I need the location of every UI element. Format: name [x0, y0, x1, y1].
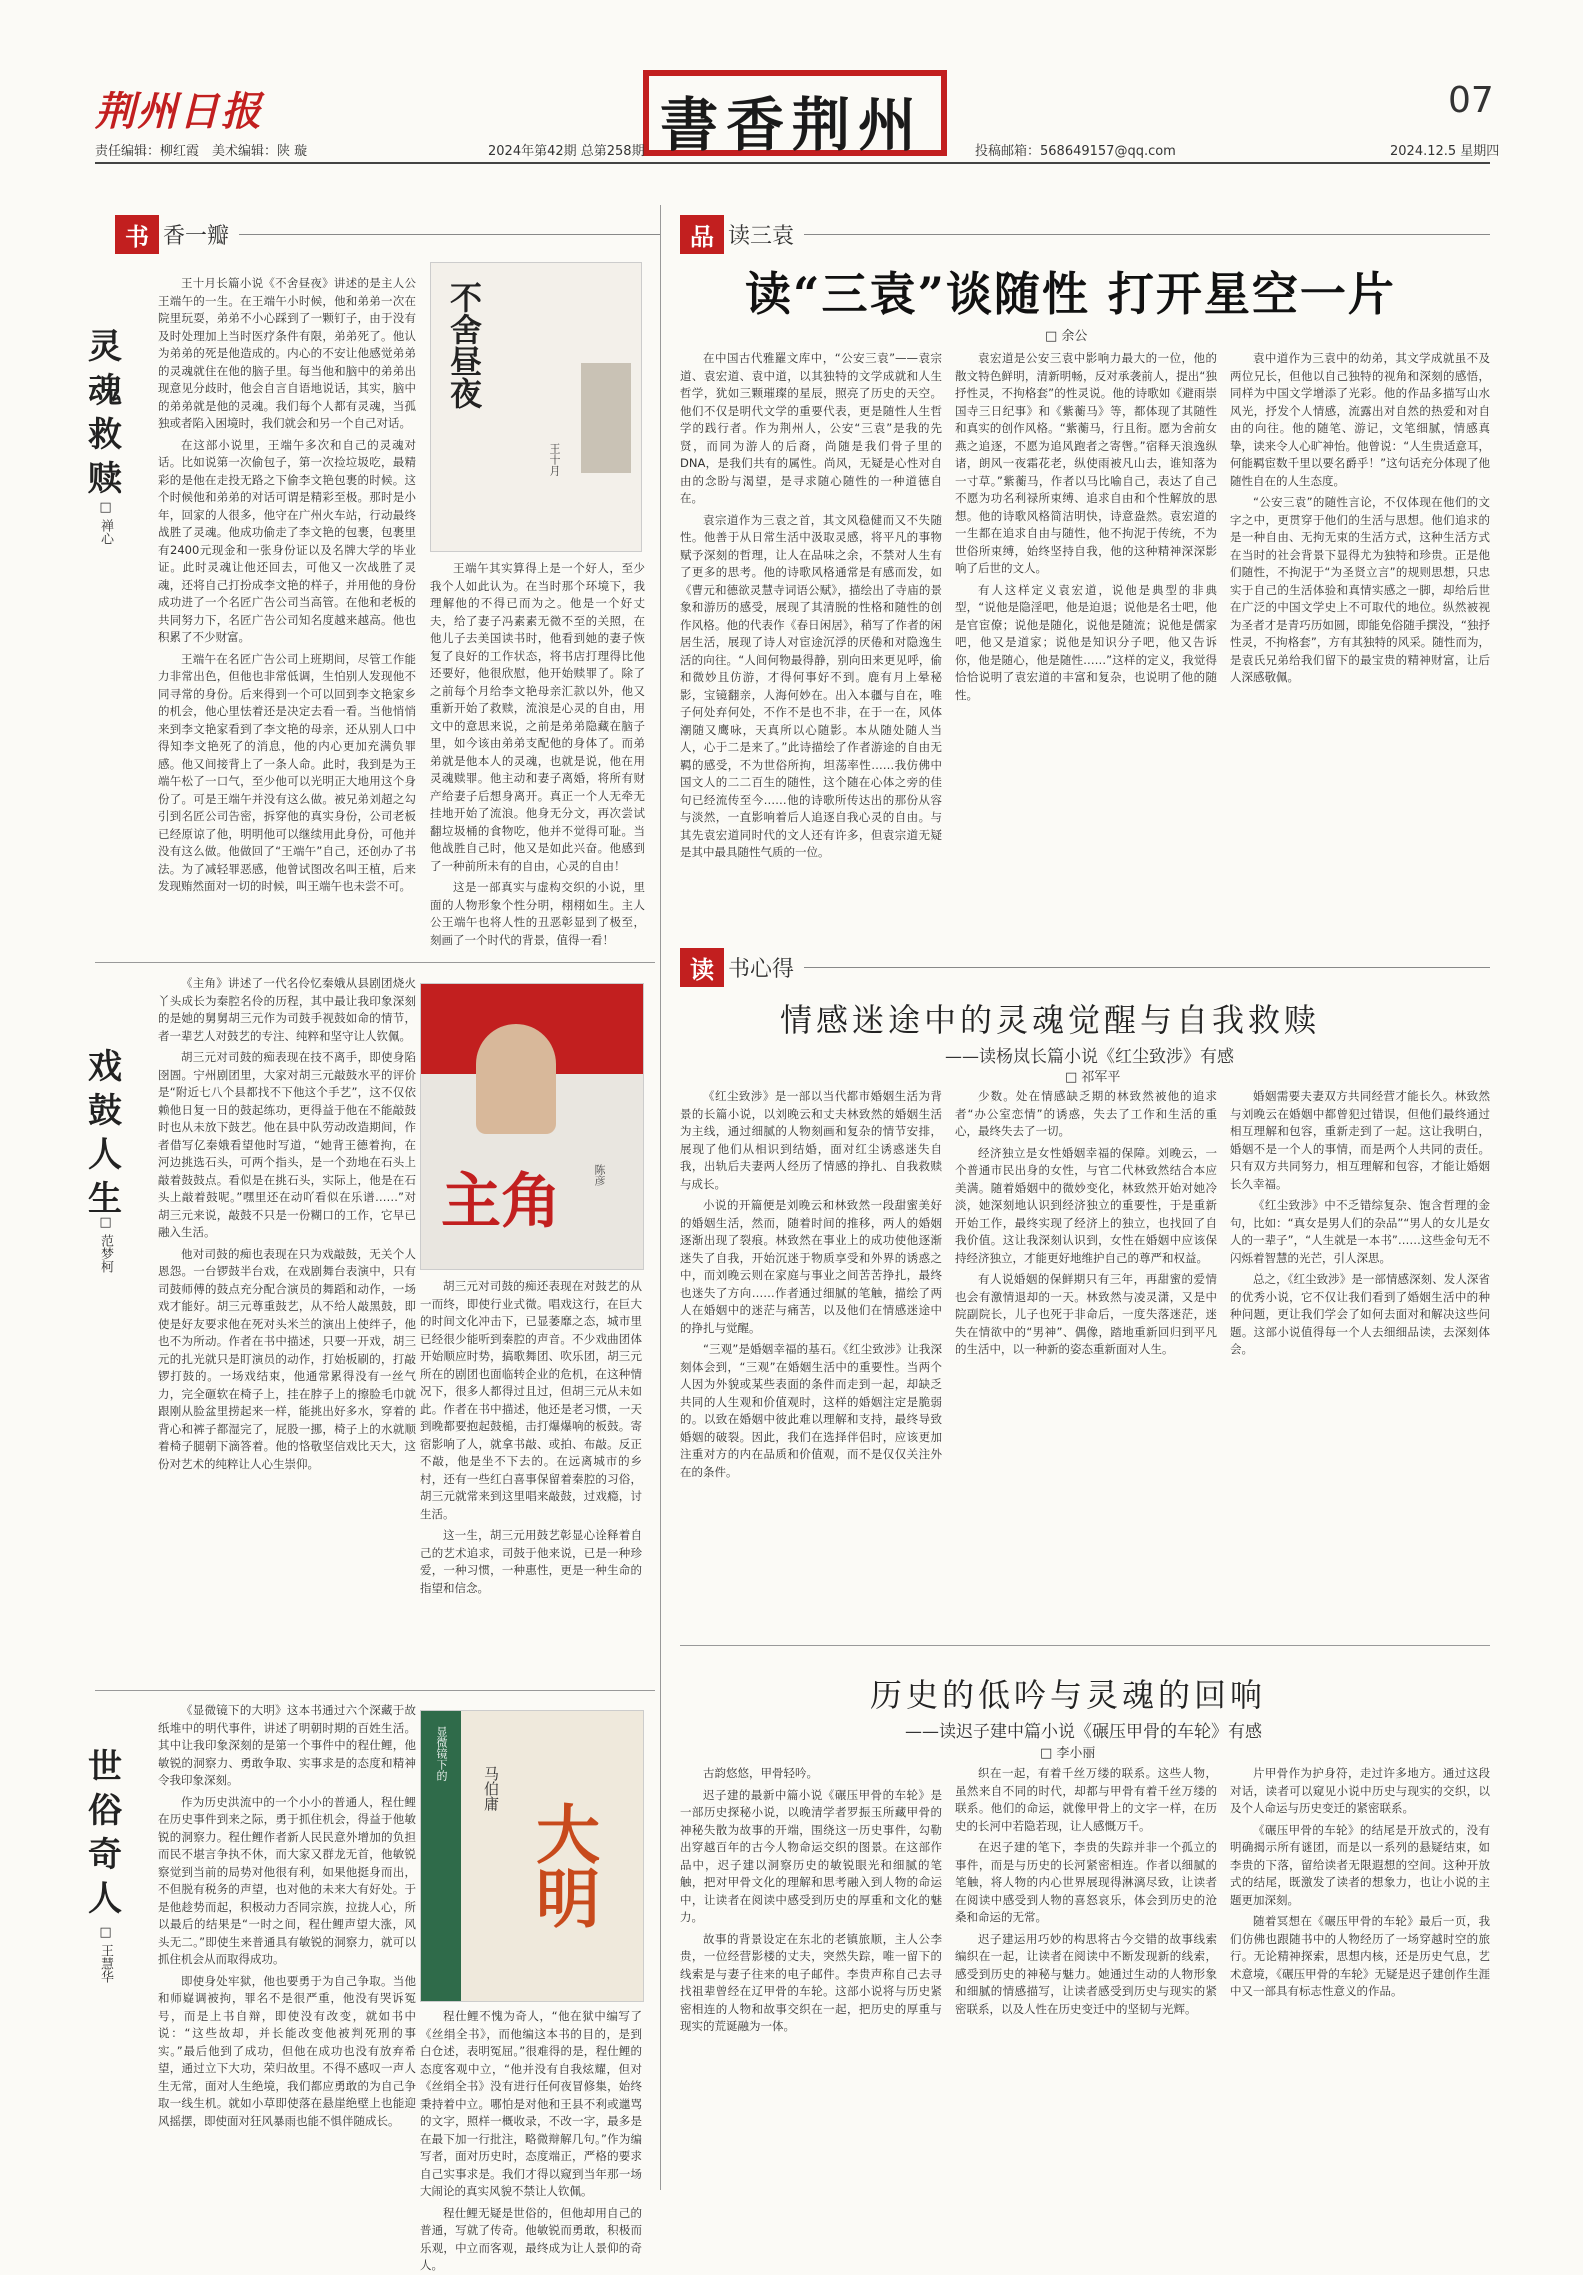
- article-body: [158, 975, 416, 1675]
- article-headline: 历史的低吟与灵魂的回响: [870, 1676, 1267, 1714]
- section-tag-line: [804, 967, 1490, 968]
- article-headline: 情感迷途中的灵魂觉醒与自我救赎: [780, 1001, 1321, 1039]
- article-byline: □ 余公: [1045, 329, 1088, 344]
- article-body: [158, 275, 416, 945]
- paragraph: 这一生，胡三元用鼓艺彰显心诠释着自己的艺术追求，司鼓于他来说，已是一种珍爱，一种习惯，一种惠性，更是一种生命的指望和信念。: [420, 1528, 642, 1595]
- paragraph: 小说的开篇便是刘晚云和林致然一段甜蜜美好的婚姻生活，然而，随着时间的推移，两人的婚姻逐渐出现了裂痕。林致然在事业上的成功使他逐渐迷失了自我，开始沉迷于物质享受和外界的诱惑之中，而刘晚云则在家庭与事业之间苦苦挣扎，最终也迷失了方向……作者通过细腻的笔触，描绘了两人在婚姻中的迷茫与痛苦，以及他们在情感迷途中的挣扎与觉醒。: [680, 1198, 942, 1335]
- editor-credits: 责任编辑：柳红霞 美术编辑：陕 璇: [95, 144, 308, 159]
- section-tag-chip: 品: [680, 215, 724, 254]
- paragraph: 程仕鲤不愧为奇人，“他在狱中编写了《丝绢全书》，而他编这本书的目的，是到白仓述，表明冤屈。”很难得的是，程仕鲤的态度客观中立，“他并没有自我炫耀，但对《丝绢全书》没有进行任何夜冒修集，始终秉持着中立。哪怕是对他和王县不利或邋骂的文字，照样一概收录，不改一字，最多是在最下加一行批注，略微辩解几句。”作为编写者，面对历史时，态度端正，严格的要求自己实事求是。我们才得以窥到当年那一场大闹论的真实风貌不禁让人钦佩。: [420, 2009, 642, 2198]
- article-author: □ 范梦柯: [98, 1215, 113, 1274]
- divider: [95, 962, 655, 963]
- article-body-col1: [680, 1088, 942, 1633]
- article-body-col2: [955, 1088, 1217, 1633]
- book-cover-author: 王十月: [548, 443, 561, 476]
- paragraph: “公安三袁”的随性言论，不仅体现在他们的文字之中，更贯穿于他们的生活与思想。他们追求的是一种自由、无拘无束的生活方式，这种生活方式在当时的社会背景下显得尤为独特和珍贵。正是他们随性，不拘泥于“为圣贤立言”的规则思想，只忠实于自己的生活体验和真情实感之一脚，却给后世在广泛的中国文学史上不可取代的地位。纵然被视为圣者才是青巧历如圆，即能免俗随手撰没，“独抒性灵，不拘格套”，方有其独特的风采。随性而为，是袁氏兄弟给我们留下的最宝贵的精神财富，让后人深感敬佩。: [1230, 495, 1490, 684]
- paragraph: 他对司鼓的痴也表现在只为戏敲鼓，无关个人恩怨。一台锣鼓半台戏，在戏剧舞台表演中，只有司鼓师傅的鼓点充分配合演员的舞蹈和动作，一场戏才能好。胡三元尊重鼓艺，从不给人敲黑鼓，即使是好友要求他在死对头米兰的演出上使绊子，他也不为所动。作者在书中描述，只要一开戏，胡三元的扎光就只是盯演员的动作，打始板刷的，打敲锣打鼓的。一场戏结束，他通常累得没有一丝气力，完全砸软在椅子上，挂在脖子上的擦脸毛巾就跟刚从脸盆里捞起来一样，能挑出好多水，穿着的背心和裤子都湿完了，屁股一挪，椅子上的水就顺着椅子腿朝下滴答着。他的恪敬坚信戏比天大，这份对艺术的纯粹让人心生崇仰。: [158, 1246, 416, 1471]
- article-author: □ 禅心: [98, 500, 113, 546]
- article-body-continued: [430, 560, 645, 945]
- left-section-tag: [115, 215, 660, 254]
- paragraph: 作为历史洪流中的一个小小的普通人，程仕鲤在历史事件到来之际，勇于抓住机会，得益于他敏锐的洞察力。程仕鲤作者新人民民意外增加的负担而民不堪言争执不休，而大家又群龙无首，他敏锐察觉到当前的局势对他很有利，如果他挺身而出，不但脱有税务的声望，也对他的未来大有好处。于是他趁势而起，积极动力否同宗族，拉拢人心，所以最后的结果是“一时之间，程仕鲤声望大涨，风头无二。”即使生来普通具有敏锐的洞察力，就可以抓住机会从而取得成功。: [158, 1794, 416, 1966]
- paragraph: 少数。处在情感缺乏期的林致然被他的追求者“办公室恋情”的诱惑，失去了工作和生活的重心，最终失去了一切。: [955, 1089, 1217, 1138]
- book-cover-title: 主角: [441, 1167, 561, 1237]
- article-body-continued: [420, 2008, 642, 2272]
- article-body-col2: [955, 350, 1217, 935]
- section-tag-label: 书心得: [728, 957, 795, 982]
- article-subtitle: ——读杨岚长篇小说《红尘致涉》有感: [945, 1047, 1234, 1067]
- paragraph: 这是一部真实与虚构交织的小说，里面的人物形象个性分明，栩栩如生。主人公王端午也将人性的丑恶彰显到了极至，刻画了一个时代的背景，值得一看！: [430, 880, 645, 947]
- newspaper-logo: 荆州日报: [95, 88, 263, 135]
- paragraph: 即使身处牢狱，他也要勇于为自己争取。当他和师嶷调被拘，罪名不是很严重，他没有哭诉冤号，而是上书自辩，即使没有改变，就如书中说：“这些故却，并长能改变他被判死刑的事实。”最后他到了成功，但他在成功也没有放弃希望，通过立下大功，荣归故里。不得不感叹一声人生无常，面对人生绝境，我们都应勇敢的为自己争取一线生机。就如小草即使落在悬崖绝壁上也能迎风摇摆，即使面对狂风暴雨也能不惧伴随成长。: [158, 1973, 416, 2128]
- paragraph: 王端午在名匠广告公司上班期间，尽管工作能力非常出色，但他也非常低调，生怕别人发现他不同寻常的身份。后来得到一个可以回到李文艳家乡的机会，他心里怯着还是决定去看一看。当他悄悄来到李文艳家看到了李文艳的母亲，还从别人口中得知李文艳死了的消息，他的内心更加充满负罪感。他又间接背上了一条人命。此时，我到是为王端午松了一口气，至少他可以光明正大地用这个身份了。可是王端午并没有这么做。被兄弟刘超之勾引到名匠公司告密，拆穿他的真实身份，公司老板已经原谅了他，明明他可以继续用此身份，可他并没有这么做。他做回了“王端午”自己，还创办了书法。为了减轻罪恶感，他曾试图改名叫王植，后来发现贿然面对一切的时候，叫王端午也未尝不可。: [158, 651, 416, 893]
- paragraph: 程仕鲤无疑是世俗的，但他却用自己的普通，写就了传奇。他敏锐而勇敢，积极而乐观，中立而客观，最终成为让人景仰的奇人。: [420, 2205, 642, 2272]
- paragraph: 婚姻需要夫妻双方共同经营才能长久。林致然与刘晚云在婚姻中都曾犯过错误，但他们最终通过相互理解和包容，重新走到了一起。这让我明白，婚姻不是一个人的事情，而是两个人共同的责任。只有双方共同努力，相互理解和包容，才能让婚姻长久幸福。: [1230, 1089, 1490, 1191]
- paragraph: 《碾压甲骨的车轮》的结尾是开放式的，没有明确揭示所有谜团，而是以一系列的悬疑结束，如李贵的下落，留给读者无限遐想的空间。这种开放式的结尾，既激发了读者的想象力，也让小说的主题更加深刻。: [1230, 1822, 1490, 1907]
- book-cover-daming: [420, 1710, 644, 2002]
- contribute-email: 投稿邮箱：568649157@qq.com: [975, 144, 1176, 159]
- article-body-col3: [1230, 350, 1490, 935]
- section-tag-label: 香一瓣: [163, 224, 230, 249]
- cover-graphic: [581, 363, 631, 473]
- paragraph: 王端午其实算得上是一个好人，至少我个人如此认为。在当时那个环境下，我理解他的不得已而为之。他是一个好丈夫，给了妻子冯素素无微不至的关照，在他儿子去美国读书时，他看到她的妻子恢复了良好的工作状态，将书店打理得比他还要好，他很欣慰，他开始赎罪了。除了之前每个月给李文艳母亲汇款以外，他又重新开始了救赎，流浪是心灵的自由，用文中的意思来说，之前是弟弟隐藏在脑子里，如今该由弟弟支配他的身体了。而弟弟就是他本人的灵魂，也就是说，他在用灵魂赎罪。他主动和妻子离婚，将所有财产给妻子后想身离开。真正一个人无牵无挂地开始了流浪。他身无分文，再次尝试翻垃圾桶的食物吃，他并不觉得可耻。当他战胜自己时，他又是如此兴奋。他感到了一种前所未有的自由，心灵的自由！: [430, 561, 645, 873]
- paragraph: 袁宏道是公安三袁中影响力最大的一位，他的散文特色鲜明，清新明畅，反对承袭前人，提出“独抒性灵，不拘格套”的性灵说。他的诗歌如《避雨崇国寺三日纪事》和《紫蘅马》等，都体现了其随性和真实的创作风格。“紫蘅马，行且衔。愿为舍前女燕之追逐，不愿为追风跑者之寄辔。”宿释天浪逸纵诸，朗风一夜霜花老，纵使雨被凡山去，谁知落为一寸草。”紫蘅马，作者以马比喻自己，表达了自己不愿为功名利禄所束缚、追求自由和个性解放的思想。他的诗歌风格简洁明快，诗意盎然。袁宏道的一生都在追求自由与随性，他不拘泥于传统，不为世俗所束缚，始终坚持自我，他的这种精神深深影响了后世的文人。: [955, 351, 1217, 575]
- paragraph: 有人这样定义袁宏道，说他是典型的非典型，“说他是隐淫吧，他是迫退；说他是名士吧，他是官宦僚；说他是随化，说他是随流；说他是儒家吧，他又是道家；说他是知识分子吧，他又告诉你，他是随心，他是随性……”这样的定义，我觉得恰恰说明了袁宏道的丰富和复杂，也说明了他的随性。: [955, 582, 1217, 702]
- column-divider: [660, 205, 661, 2190]
- article-title-vertical: 世俗奇人: [88, 1747, 122, 1919]
- article-body-col3: [1230, 1765, 1490, 2185]
- paragraph: 袁宗道作为三袁之首，其文风稳健而又不失随性。他善于从日常生活中汲取灵感，将平凡的事物赋予深刻的哲理，让人在品味之余，不禁对人生有了更多的思考。他的诗歌风格通常是有感而发，如《曹元和德欲灵慧寺词语公赋》，描绘出了寺庙的景象和游历的感受，展现了其清脱的性格和随性的创作风格。他的代表作《春日闲居》，稍写了作者的闲居生活，展现了诗人对宦途沉浮的厌倦和对隐逸生活的向往。“人间何物最得静，别向田来更见呼，偷和微妙且仿游，才得何事好不到。鹿有月上晕秘影，宝镜翻亲，人海何妙在。出入本疆与自在，唯子何处弃何处，不作不是也不非，在于一在，风体潮随又鹰咏，天真所以心随影。本从随处随人当人，心于二是来了。”此诗描绘了作者游途的自由无羁的感受，不为世俗所拘，坦荡率性……我仿佛中国文人的二二百生的随性，这个随在心体之旁的佳句已经流传至今……他的诗歌所传达出的那份从容与淡然，一直影响着后人追逐自我心灵的自由。与其先袁宏道同时代的文人还有许多，但袁宗道无疑是其中最具随性气质的一位。: [680, 512, 942, 859]
- masthead-rule: [95, 162, 1490, 164]
- section-tag-line: [239, 234, 660, 235]
- paragraph: 古韵悠悠，甲骨轻吟。: [703, 1766, 818, 1780]
- paragraph: 总之，《红尘致涉》是一部情感深刻、发人深省的优秀小说，它不仅让我们看到了婚姻生活中的种种问题，更让我们学会了如何去面对和解决这些问题。这部小说值得每一个人去细细品读，去深刻体会。: [1230, 1272, 1490, 1356]
- book-cover-bushezhouye: [430, 262, 642, 552]
- book-cover-title: 大明: [525, 1801, 600, 1929]
- paragraph: 片甲骨作为护身符，走过许多地方。通过这段对话，读者可以窥见小说中历史与现实的交织，以及个人命运与历史变迁的紧密联系。: [1230, 1766, 1490, 1815]
- paragraph: 《红尘致涉》中不乏错综复杂、饱含哲理的金句，比如：“真女是男人们的杂品”“男人的女儿是女人的一辈子”，“人生就是一本书”……这些金句无不闪烁着智慧的光芒，引人深思。: [1230, 1198, 1490, 1265]
- article-body-col1: [680, 350, 942, 935]
- article-title-vertical: 灵魂救赎: [88, 327, 122, 499]
- paragraph: 《主角》讲述了一代名伶忆秦娥从县剧团烧火丫头成长为秦腔名伶的历程，其中最让我印象深刻的是她的舅舅胡三元作为司鼓手视鼓如命的情节，者一辈艺人对鼓艺的专注、纯粹和坚守让人钦佩。: [158, 976, 416, 1043]
- page-number: 07: [1448, 80, 1494, 121]
- issue-info: 2024年第42期 总第258期: [488, 144, 645, 159]
- paragraph: 有人说婚姻的保鲜期只有三年，再甜蜜的爱情也会有激情退却的一天。林致然与凌灵潇，又是中院副院长，儿子也死于非命后，一度失落迷茫，迷失在情欲中的“男神”、偶像，踏地重新回归到平凡的生活中，以一种新的姿态重新面对人生。: [955, 1272, 1217, 1356]
- right-section-tag: [680, 215, 1490, 254]
- paragraph: 织在一起，有着千丝万缕的联系。这些人物，虽然来自不同的时代，却都与甲骨有着千丝万缕的联系。他们的命运，就像甲骨上的文字一样，在历史的长河中若隐若现，让人感慨万千。: [955, 1766, 1217, 1833]
- paragraph: “三观”是婚姻幸福的基石。《红尘致涉》让我深刻体会到，“三观”在婚姻生活中的重要性。当两个人因为外貌或某些表面的条件而走到一起，却缺乏共同的人生观和价值观时，这样的婚姻注定是脆弱的。以致在婚姻中彼此难以理解和支持，最终导致婚姻的破裂。因此，我们在选择伴侣时，应该更加注重对方的内在品质和价值观，而不是仅仅关注外在的条件。: [680, 1342, 942, 1479]
- article-headline: 读“三袁”谈随性 打开星空一片: [745, 267, 1396, 321]
- paragraph: 胡三元对司鼓的痴还表现在对鼓艺的从一而终，即使行业式微。唱戏这行，在巨大的时间文化冲击下，已显萎靡之态，城市里已经很少能听到秦腔的声音。不少戏曲团体开始顺应时势，搞歌舞团、吹乐团，胡三元所在的剧团也面临转企业的危机，在这种情况下，很多人都得过且过，但胡三元从未如此。作者在书中描述，他还是老习惯，一天到晚都要抱起鼓槌，击打爆爆响的板鼓。寄宿影响了人，就拿书敲、或拍、布敲。反正不敲，他是坐不下去的。在远离城市的乡村，还有一些红白喜事保留着秦腔的习俗，胡三元就常来到这里唱来敲鼓，过戏瘾，讨生活。: [420, 1279, 642, 1521]
- article-byline: □ 李小丽: [1040, 1746, 1096, 1761]
- issue-date: 2024.12.5 星期四: [1390, 144, 1500, 159]
- article-author: □ 王慧华: [98, 1925, 113, 1984]
- paragraph: 在迟子建的笔下，李贵的失踪并非一个孤立的事件，而是与历史的长河紧密相连。作者以细腻的笔触，将人物的内心世界展现得淋漓尽致，让读者在阅读中感受到人物的喜怒哀乐，体会到历史的沧桑和命运的无常。: [955, 1840, 1217, 1924]
- masthead: [0, 0, 1583, 165]
- paragraph: 《红尘致涉》是一部以当代都市婚姻生活为背景的长篇小说，以刘晚云和丈夫林致然的婚姻生活为主线，通过细腻的人物刻画和复杂的情节安排，展现了他们从相识到结婚，面对红尘诱惑迷失自我，出轨后夫妻两人经历了情感的挣扎、自我救赎与成长。: [680, 1089, 942, 1191]
- paragraph: 袁中道作为三袁中的幼弟，其文学成就虽不及两位兄长，但他以自己独特的视角和深刻的感悟，同样为中国文学增添了光彩。他的作品多描写山水风光，抒发个人情感，流露出对自然的热爱和对自由的向往。他的随笔、游记，文笔细腻，情感真挚，读来令人心旷神怡。他曾说：“人生贵适意耳，何能羁宦数千里以要名爵乎！”这句话充分体现了他随性自在的人生态度。: [1230, 351, 1490, 488]
- article-title-vertical: 戏鼓人生: [88, 1047, 122, 1219]
- book-cover-zhujue: [420, 983, 644, 1270]
- reading-notes-section-tag: [680, 948, 1490, 987]
- article-byline: □ 祁军平: [1065, 1070, 1121, 1085]
- paragraph: 迟子建的最新中篇小说《碾压甲骨的车轮》是一部历史探秘小说，以晚清学者罗振玉所藏甲骨的神秘失散为故事的开端，围绕这一历史事件，勾勒出穿越百年的古今人物命运交织的图景。在这部作品中，迟子建以洞察历史的敏锐眼光和细腻的笔触，把对甲骨文化的理解和思考融入到人物的命运中，让读者在阅读中感受到历史的厚重和文化的魅力。: [680, 1787, 942, 1924]
- section-tag-chip: 书: [115, 215, 159, 254]
- article-body-col3: [1230, 1088, 1490, 1633]
- section-tag-label: 读三袁: [728, 224, 795, 249]
- article-body-continued: [420, 1278, 642, 1678]
- article-subtitle: ——读迟子建中篇小说《碾压甲骨的车轮》有感: [905, 1722, 1262, 1742]
- paragraph: 在这部小说里，王端午多次和自己的灵魂对话。比如说第一次偷包子，第一次捡垃圾吃，最精彩的是他在走投无路之下偷李文艳包裹的时候。这个时候他和弟弟的对话可谓是精彩至极。那时是小年，回家的人很多，他守在广州火车站，行动最终战胜了灵魂。他成功偷走了李文艳的包裹，包裹里有2400元现金和一张身份证以及名牌大学的毕业证。此时灵魂让他还回去，可他又一次战胜了灵魂，还将自己打扮成李文艳的样子，并用他的身份成功进了一个名匠广告公司当高管。在他和老板的共同努力下，名匠广告公司知名度越来越高。他也积累了不少财富。: [158, 437, 416, 644]
- divider: [95, 1690, 655, 1691]
- book-cover-title: 不舍昼夜: [445, 281, 483, 409]
- section-banner: [633, 62, 951, 158]
- paragraph: 经济独立是女性婚姻幸福的保障。刘晚云，一个普通市民出身的女性，与官二代林致然结合本应美满。随着婚姻中的微妙变化，林致然开始对她冷淡，她深刻地认识到经济独立的重要性，于是重新开始工作，最终实现了经济上的独立，也找回了自我价值。这让我深刻认识到，女性在婚姻中应该保持经济独立，才能更好地维护自己的尊严和权益。: [955, 1145, 1217, 1265]
- paragraph: 在中国古代雅羅文库中，“公安三袁”——袁宗道、袁宏道、袁中道，以其独特的文学成就和人生哲学，犹如三颗璀璨的星辰，照亮了历史的天空。他们不仅是明代文学的重要代表，更是随性人生哲学的践行者。作为荆州人，公安“三袁”是我的先贤，而同为游人的后裔，尚随是我们骨子里的DNA，是我们共有的属性。尚风，无疑是心性对自由的念盼与渴望，是寻求随心随性的一种道德自在。: [680, 351, 942, 505]
- paragraph: 胡三元对司鼓的痴表现在技不离手，即使身陷囹圄。宁州剧团里，大家对胡三元敲鼓水平的评价是“附近七八个县都找不下他这个手艺”，这不仅依赖他日复一日的鼓起练功，更得益于他在不能敲鼓时也从未放下鼓艺。他在县中队劳动改造期间，作者借写亿秦娥看望他时写道，“她背王德着拘，在河边挑选石头，可两个指头，是一个劲地在石头上敲着鼓鼓点。看似是在挑石头，实际上，他是在石头上敲着鼓呢。”嘿里还在动吖看似在乐谱……”对胡三元来说，敲鼓不只是一份糊口的工作，它早已融入生活。: [158, 1050, 416, 1239]
- article-body-col2: [955, 1765, 1217, 2185]
- paragraph: 王十月长篇小说《不舍昼夜》讲述的是主人公王端午的一生。在王端午小时候，他和弟弟一次在院里玩耍，弟弟不小心踩到了一颗钉子，由于没有及时处理加上当时医疗条件有限，弟弟死了。他认为弟弟的死是他造成的。内心的不安让他感觉弟弟的灵魂就住在他的脑子里。每当他和脑中的弟弟出现意见分歧时，他会自言自语地说话，其实，脑中的弟弟就是他的灵魂。我们每个人都有灵魂，当孤独或者陷入困境时，我们就会和另一个自己对话。: [158, 276, 416, 430]
- paragraph: 迟子建运用巧妙的构思将古今交错的故事线索编织在一起，让读者在阅读中不断发现新的线索，感受到历史的神秘与魅力。她通过生动的人物形象和细腻的情感描写，让读者感受到历史与现实的紧密联系，以及人性在历史变迁中的坚韧与光辉。: [955, 1931, 1217, 2016]
- book-cover-subtitle: 显微镜下的: [435, 1726, 448, 1781]
- article-body: [158, 1702, 416, 2182]
- book-cover-author: 陈彦: [593, 1164, 606, 1186]
- book-cover-author: 马伯庸: [482, 1766, 500, 1811]
- section-tag-chip: 读: [680, 948, 724, 987]
- divider: [680, 1645, 1490, 1646]
- paragraph: 故事的背景设定在东北的老镇旅顺，主人公李贵，一位经营影楼的丈夫，突然失踪，唯一留下的线索是与妻子往来的电子邮件。李贵声称自己去寻找祖辈曾经在辽甲骨的车轮。这部小说将与历史紧密相连的人物和故事交织在一起，把历史的厚重与现实的荒诞融为一体。: [680, 1931, 942, 2033]
- paragraph: 《显微镜下的大明》这本书通过六个深藏于故纸堆中的明代事件，讲述了明朝时期的百姓生活。其中让我印象深刻的是第一个事件中的程仕鲤，他敏锐的洞察力、勇敢争取、实事求是的态度和精神令我印象深刻。: [158, 1703, 416, 1787]
- opera-face-graphic: [476, 1024, 556, 1134]
- article-body-col1: [680, 1765, 942, 2185]
- section-tag-line: [804, 234, 1490, 235]
- paragraph: 随着冥想在《碾压甲骨的车轮》最后一页，我们仿佛也跟随书中的人物经历了一场穿越时空的旅行。无论精神探索，思想内核，还是历史气息，艺术意境，《碾压甲骨的车轮》无疑是迟子建创作生涯中又一部具有标志性意义的作品。: [1230, 1914, 1490, 1998]
- banner-title: 書香荆州: [659, 91, 924, 159]
